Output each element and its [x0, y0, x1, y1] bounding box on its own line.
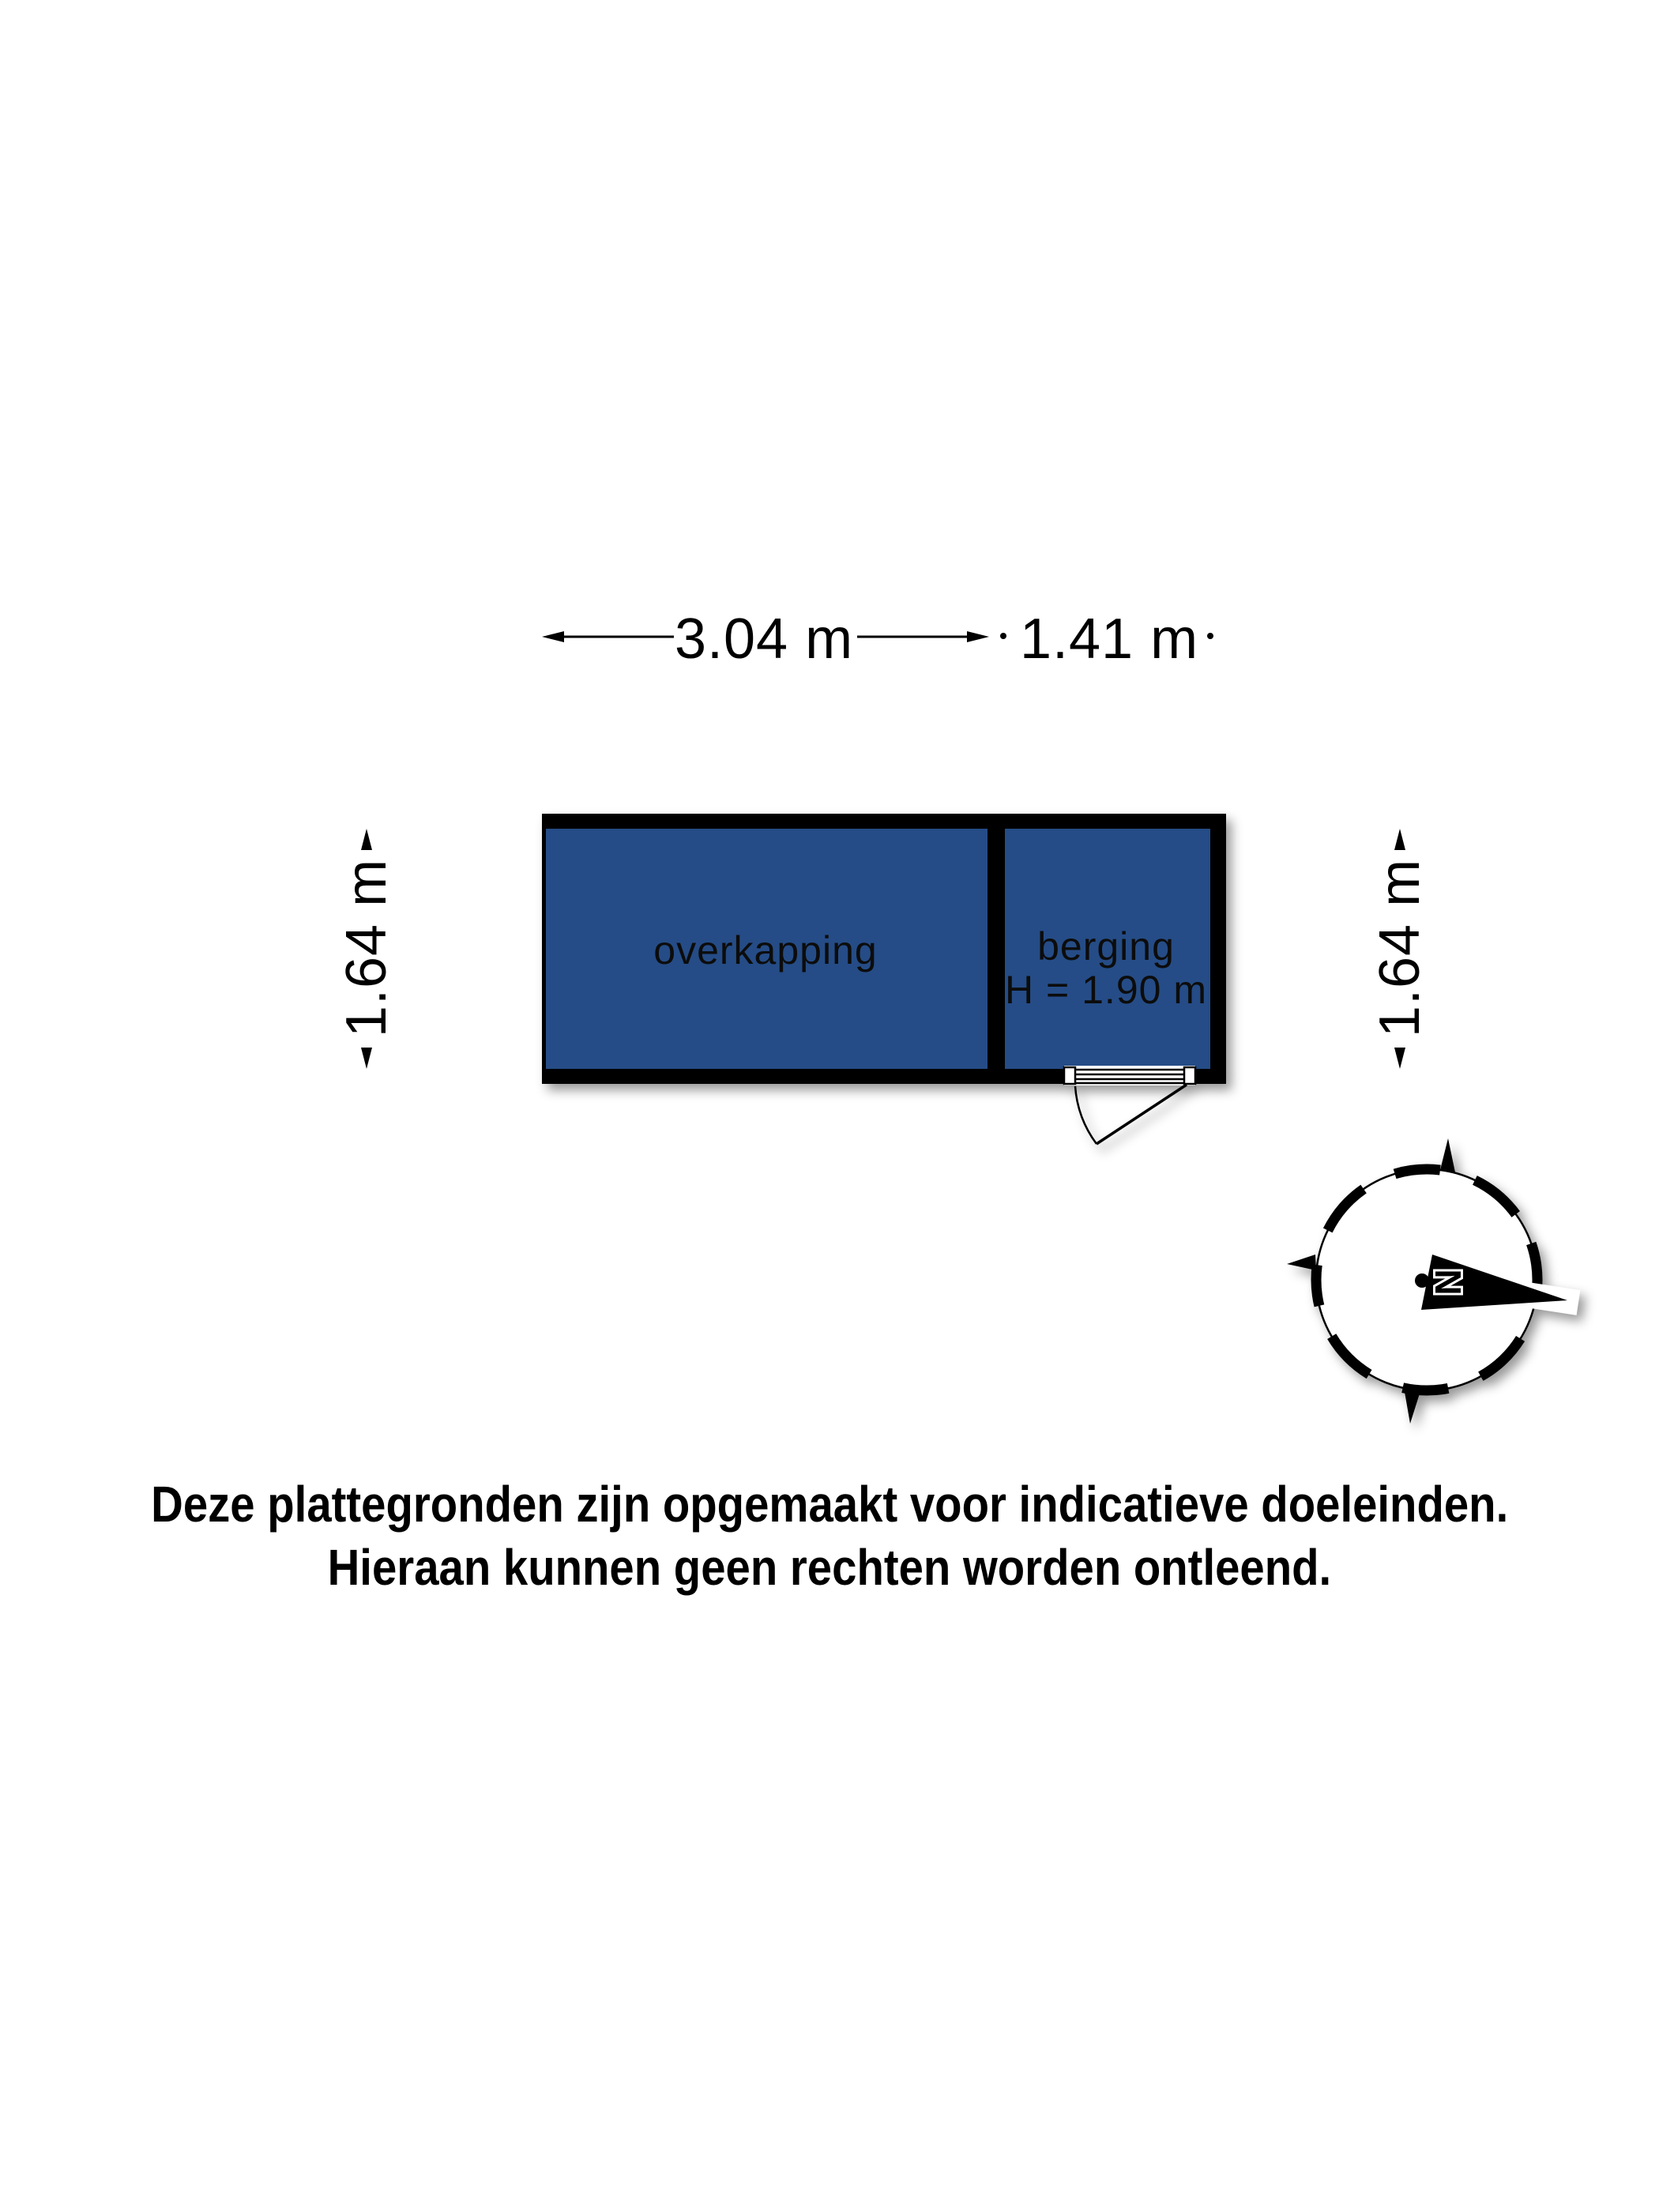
disclaimer-text-line2	[0, 1536, 1659, 1599]
room-label-berging: berging	[1037, 924, 1175, 969]
wall-right	[1210, 814, 1226, 1084]
dim-141-left-tick	[1000, 633, 1006, 639]
door-post-right	[1184, 1067, 1195, 1084]
dimension-label-height-left: 1.64 m	[335, 858, 398, 1038]
dim-141-right-tick	[1207, 633, 1213, 639]
compass	[1287, 1138, 1578, 1424]
edge-left-thin	[542, 814, 546, 1084]
dim-164-left-down-arrowhead-icon	[361, 1048, 372, 1069]
room-label-berging-height: H = 1.90 m	[1005, 968, 1207, 1012]
dim-304-left-arrowhead-icon	[542, 631, 564, 642]
door-leaf	[1097, 1085, 1187, 1144]
wall-top	[542, 814, 1226, 829]
dimension-label-width-overkapping: 3.04 m	[674, 608, 854, 671]
compass-spike-left-icon	[1287, 1255, 1316, 1270]
compass-spike-bottom-icon	[1405, 1392, 1420, 1424]
door-post-left	[1064, 1067, 1075, 1084]
compass-center-dot	[1415, 1273, 1429, 1288]
dim-304-right-arrowhead-icon	[967, 631, 989, 642]
door-swing-arc	[1075, 1086, 1097, 1144]
disclaimer-text-line1	[0, 1473, 1659, 1536]
dim-164-left-up-arrowhead-icon	[361, 829, 372, 850]
dim-164-right-down-arrowhead-icon	[1394, 1048, 1405, 1069]
compass-north-label: N	[1428, 1269, 1469, 1296]
disclaimer-line1-text: Deze plattegronden zijn opgemaakt voor indicatieve doeleinden.	[150, 1476, 1509, 1533]
disclaimer-line2-text: Hieraan kunnen geen rechten worden ontleend.	[327, 1539, 1332, 1596]
room-label-overkapping: overkapping	[653, 928, 878, 972]
dimension-label-height-right: 1.64 m	[1368, 858, 1431, 1038]
dim-164-right-up-arrowhead-icon	[1394, 829, 1405, 850]
door-symbol	[1064, 1066, 1195, 1144]
wall-divider	[988, 827, 1005, 1070]
compass-spike-top-icon	[1440, 1138, 1455, 1172]
dimension-label-width-berging: 1.41 m	[1019, 608, 1199, 671]
